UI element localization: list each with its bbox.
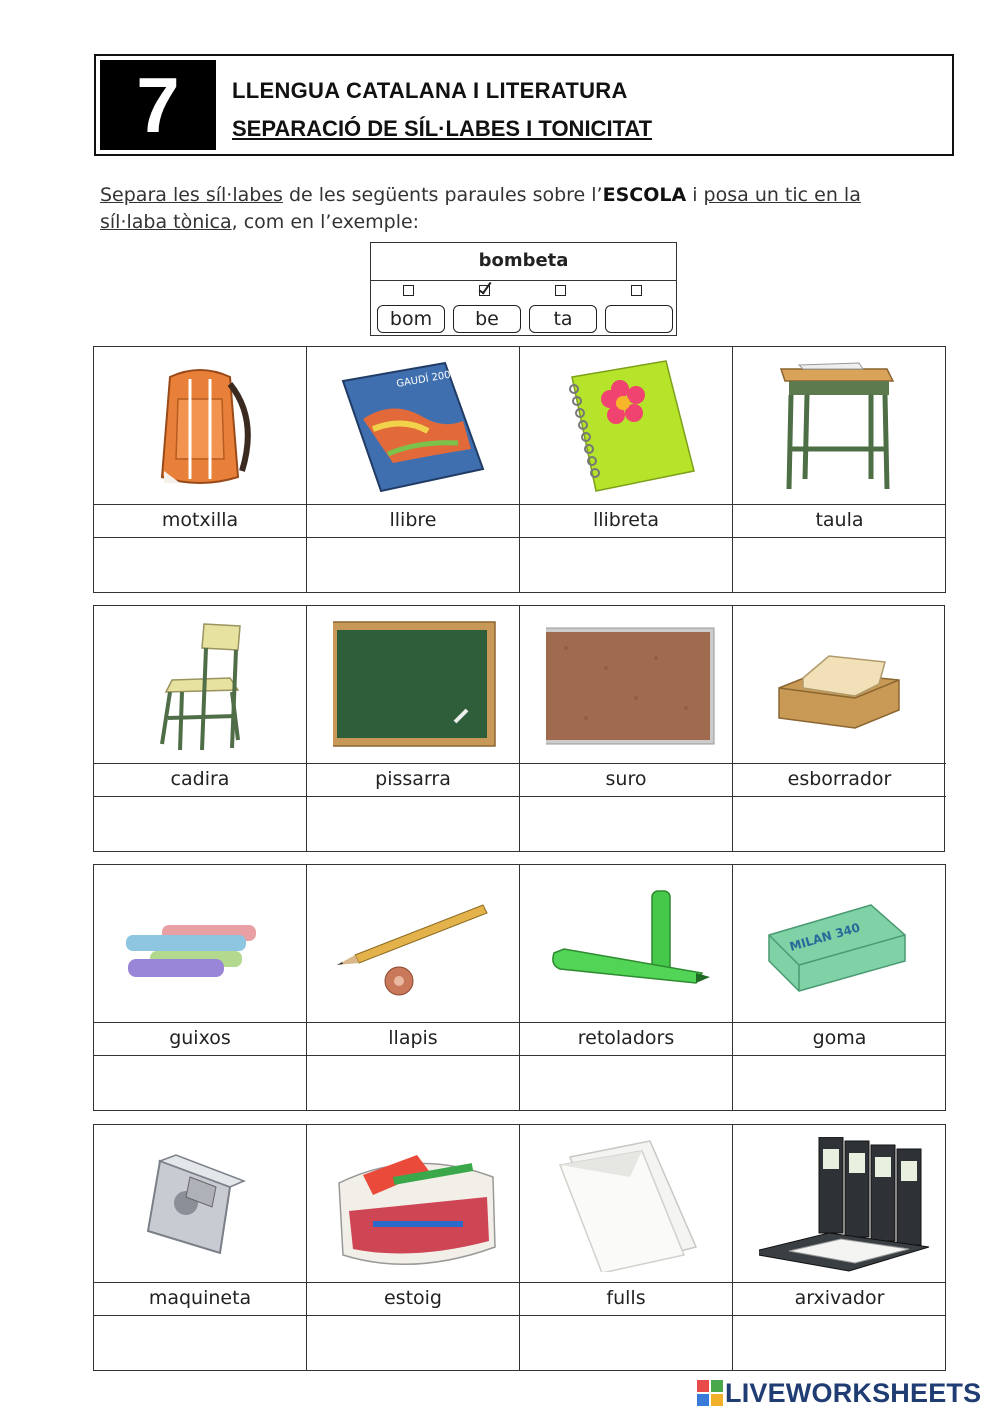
- word-card: [94, 865, 307, 1110]
- example-checkbox: [631, 285, 642, 296]
- example-syllable: ta: [529, 305, 597, 333]
- instructions-part6: , com en l’exemple:: [231, 211, 420, 233]
- word-label: maquineta: [94, 1283, 306, 1316]
- backpack-icon: [94, 347, 306, 505]
- marker-icon: [520, 865, 732, 1023]
- word-card: [94, 1125, 307, 1370]
- word-label: llapis: [307, 1023, 519, 1056]
- svg-text:GAUDÍ 2002: GAUDÍ 2002: [395, 368, 458, 390]
- example-word: bombeta: [371, 243, 676, 281]
- answer-cell[interactable]: [733, 1316, 946, 1371]
- notebook-icon: [520, 347, 732, 505]
- instructions-part4: i: [686, 184, 704, 206]
- pencil-icon: [307, 865, 519, 1023]
- word-label: arxivador: [733, 1283, 946, 1316]
- liveworksheets-logo-icon: [697, 1380, 723, 1406]
- example-checkbox: [403, 285, 414, 296]
- word-label: guixos: [94, 1023, 306, 1056]
- example-cell: [525, 281, 597, 337]
- example-checkbox: [555, 285, 566, 296]
- answer-cell[interactable]: [94, 538, 306, 593]
- instructions-part2: de les següents paraules sobre l’: [282, 184, 603, 206]
- word-card: [520, 347, 733, 592]
- answer-cell[interactable]: [94, 797, 306, 852]
- liveworksheets-brand-text: LIVEWORKSHEETS: [725, 1377, 982, 1408]
- svg-text:MILAN 340: MILAN 340: [787, 920, 862, 954]
- answer-cell[interactable]: [307, 538, 519, 593]
- example-cell: [373, 281, 445, 337]
- word-label: llibre: [307, 505, 519, 538]
- instructions-part1: Separa les síl·labes: [100, 184, 283, 206]
- word-grid-4: [93, 1124, 946, 1371]
- sharpener-icon: [94, 1125, 306, 1283]
- desk-icon: [733, 347, 946, 505]
- word-card: [307, 865, 520, 1110]
- answer-cell[interactable]: [307, 1056, 519, 1111]
- instructions-part5: posa un tic en la síl·laba tònica: [100, 184, 861, 233]
- word-card: [94, 347, 307, 592]
- word-card: [520, 1125, 733, 1370]
- example-cell: [449, 281, 521, 337]
- example-syllable: be: [453, 305, 521, 333]
- answer-cell[interactable]: [307, 797, 519, 852]
- pencil-case-icon: [307, 1125, 519, 1283]
- word-card: [94, 606, 307, 851]
- word-grid-1: [93, 346, 946, 593]
- word-label: fulls: [520, 1283, 732, 1316]
- worksheet-header: [94, 54, 954, 156]
- liveworksheets-logo: [697, 1378, 981, 1408]
- chair-icon: [94, 606, 306, 764]
- eraser-icon: [733, 606, 946, 764]
- example-cell: [601, 281, 673, 337]
- instructions: [100, 182, 930, 236]
- answer-cell[interactable]: [733, 1056, 946, 1111]
- word-label: goma: [733, 1023, 946, 1056]
- example-syllable: bom: [377, 305, 445, 333]
- unit-number: 7: [100, 60, 216, 150]
- word-label: llibreta: [520, 505, 732, 538]
- answer-cell[interactable]: [94, 1316, 306, 1371]
- word-label: taula: [733, 505, 946, 538]
- answer-cell[interactable]: [520, 538, 732, 593]
- answer-cell[interactable]: [520, 797, 732, 852]
- word-label: pissarra: [307, 764, 519, 797]
- corkboard-icon: [520, 606, 732, 764]
- paper-sheets-icon: [520, 1125, 732, 1283]
- word-card: [307, 1125, 520, 1370]
- answer-cell[interactable]: [94, 1056, 306, 1111]
- word-label: suro: [520, 764, 732, 797]
- word-card: [307, 347, 520, 592]
- chalk-icon: [94, 865, 306, 1023]
- word-card: [520, 865, 733, 1110]
- word-card: [307, 606, 520, 851]
- binder-icon: [733, 1125, 946, 1283]
- chalkboard-icon: [307, 606, 519, 764]
- answer-cell[interactable]: [520, 1056, 732, 1111]
- word-label: retoladors: [520, 1023, 732, 1056]
- word-card: [733, 347, 946, 592]
- word-grid-3: [93, 864, 946, 1111]
- answer-cell[interactable]: [307, 1316, 519, 1371]
- example-checkbox-checked: [479, 285, 490, 296]
- answer-cell[interactable]: [733, 538, 946, 593]
- word-label: motxilla: [94, 505, 306, 538]
- word-label: cadira: [94, 764, 306, 797]
- word-card: [733, 606, 946, 851]
- word-card: [520, 606, 733, 851]
- word-label: esborrador: [733, 764, 946, 797]
- word-card: [733, 865, 946, 1110]
- answer-cell[interactable]: [733, 797, 946, 852]
- word-grid-2: [93, 605, 945, 852]
- word-label: estoig: [307, 1283, 519, 1316]
- rubber-icon: [733, 865, 946, 1023]
- example-syllable: [605, 305, 673, 333]
- answer-cell[interactable]: [520, 1316, 732, 1371]
- topic-title: SEPARACIÓ DE SÍL·LABES I TONICITAT: [232, 116, 653, 141]
- instructions-keyword: ESCOLA: [602, 184, 687, 206]
- book-icon: [307, 347, 519, 505]
- word-card: [733, 1125, 946, 1370]
- example-box: [370, 242, 677, 336]
- subject-title: LLENGUA CATALANA I LITERATURA: [232, 78, 628, 103]
